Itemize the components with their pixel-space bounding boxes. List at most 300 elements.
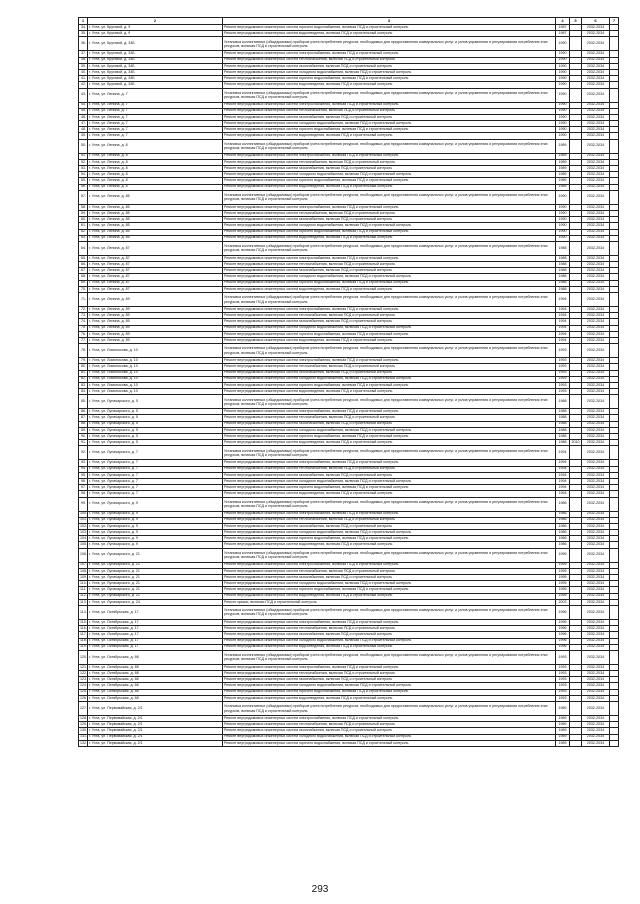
row-number-cell: 47. <box>79 121 88 127</box>
work-type-cell: Ремонт внутридомовых инженерных систем холодного водоснабжения, включая ПСД и строительный контроль <box>223 478 556 484</box>
address-cell: г. Ухта, ул. Первомайская, д. 2/1 <box>88 722 223 728</box>
address-cell: г. Ухта, ул. Ленина, д. 8 <box>88 159 223 165</box>
work-type-cell: Ремонт внутридомовых инженерных систем электроснабжения, включая ПСД и строительный контроль <box>223 255 556 261</box>
row-number-cell: 99. <box>79 497 88 511</box>
row-number-cell: 45. <box>79 108 88 114</box>
planned-period-cell: 2032-2034 <box>582 210 610 216</box>
build-year-cell: 1994 <box>556 331 570 337</box>
header-cell: 2 <box>88 18 223 25</box>
row-number-cell: 49. <box>79 133 88 139</box>
build-year-cell: 1993 <box>556 358 570 364</box>
table-row <box>79 37 619 51</box>
build-year-cell: 1994 <box>556 485 570 491</box>
planned-period-cell: 2032-2034 <box>582 626 610 632</box>
row-number-cell: 50. <box>79 139 88 153</box>
planned-period-cell: 2032-2034 <box>582 593 610 599</box>
work-type-cell: Ремонт внутридомовых инженерных систем холодного водоснабжения, включая ПСД и строительный контроль <box>223 274 556 280</box>
address-cell: г. Ухта, ул. Ленина, д. 85 <box>88 204 223 210</box>
row-number-cell: 68. <box>79 274 88 280</box>
address-cell: г. Ухта, ул. Луначарского, д. 24 <box>88 599 223 605</box>
row-number-cell: 57. <box>79 190 88 204</box>
row-number-cell: 129. <box>80 721 87 726</box>
build-year-cell: 1988 <box>556 395 570 409</box>
address-cell: г. Ухта, ул. Луначарского, д. 9 <box>88 517 223 523</box>
row-number-cell: 53. <box>79 166 88 172</box>
planned-period-cell: 2032-2034 <box>582 389 610 395</box>
build-year-cell: 1988 <box>556 274 570 280</box>
build-year-cell: 1994 <box>556 460 570 466</box>
row-number-cell: 40. <box>79 69 88 75</box>
planned-period-cell: 2032-2034 <box>582 293 610 307</box>
planned-period-cell: 2032-2034 <box>582 172 610 178</box>
row-number-cell: 87. <box>79 415 88 421</box>
address-cell: г. Ухта, ул. Октябрьская, д. 17 <box>88 644 223 650</box>
planned-period-cell: 2032-2034 <box>582 274 610 280</box>
planned-period-cell: 2032-2034 <box>582 166 610 172</box>
planned-period-cell: 2032-2034 <box>582 491 610 497</box>
row-number-cell: 55. <box>79 178 88 184</box>
address-cell: г. Ухта, ул. Октябрьская, д. 17 <box>88 626 223 632</box>
row-number-cell: 116. <box>80 625 87 630</box>
row-number-cell: 108. <box>80 568 87 573</box>
work-type-cell: Ремонт внутридомовых инженерных систем водоотведения, включая ПСД и строительный контроль <box>223 337 556 343</box>
build-year-cell: 1990 <box>556 69 570 75</box>
address-cell: г. Ухта, ул. Ленина, д. 7 <box>88 88 223 102</box>
work-type-cell: Ремонт внутридомовых инженерных систем холодного водоснабжения, включая ПСД и строительный контроль <box>223 69 556 75</box>
address-cell: г. Ухта, ул. Октябрьская, д. 68 <box>88 664 223 670</box>
build-year-cell: 1987 <box>556 31 570 37</box>
planned-period-cell: 2032-2034 <box>582 562 610 568</box>
build-year-cell: 1994 <box>556 337 570 343</box>
build-year-cell: 1994 <box>556 478 570 484</box>
note-cell <box>610 293 619 307</box>
address-cell: г. Ухта, ул. Луначарского, д. 7 <box>88 466 223 472</box>
planned-period-cell: 2032-2034 <box>582 344 610 358</box>
address-cell: г. Ухта, ул. Луначарского, д. 21 <box>88 568 223 574</box>
address-cell: г. Ухта, ул. Ломоносова, д. 10 <box>88 370 223 376</box>
planned-period-cell: 2032-2034 <box>582 683 610 689</box>
planned-period-cell: 2032-2034 <box>582 88 610 102</box>
address-cell: г. Ухта, ул. Октябрьская, д. 17 <box>88 632 223 638</box>
planned-period-cell: 2032-2034 <box>582 102 610 108</box>
row-number-cell: 98. <box>79 491 88 497</box>
address-cell: г. Ухта, ул. Ленина, д. 7 <box>88 121 223 127</box>
address-cell: г. Ухта, ул. Ленина, д. 8 <box>88 172 223 178</box>
planned-period-cell: 2032-2034 <box>582 262 610 268</box>
build-year-cell: 1990 <box>556 88 570 102</box>
row-number-cell: 66. <box>79 262 88 268</box>
note-cell <box>610 650 619 664</box>
build-year-cell: 1996 <box>556 605 570 619</box>
address-cell: г. Ухта, ул. Октябрьская, д. 68 <box>88 671 223 677</box>
planned-period-cell: 2032-2034 <box>582 478 610 484</box>
work-type-cell: Ремонт внутридомовых инженерных систем электроснабжения, включая ПСД и строительный контроль <box>223 307 556 313</box>
work-type-cell: Ремонт внутридомовых инженерных систем газоснабжения, включая ПСД и строительный контроль <box>223 63 556 69</box>
work-type-cell: Ремонт внутридомовых инженерных систем электроснабжения, включая ПСД и строительный контроль <box>223 51 556 57</box>
row-number-cell: 109. <box>80 574 87 579</box>
work-type-cell: Ремонт внутридомовых инженерных систем газоснабжения, включая ПСД и строительный контроль <box>223 370 556 376</box>
build-year-cell: 1993 <box>556 376 570 382</box>
build-year-cell: 1995 <box>556 548 570 562</box>
build-year-cell: 1990 <box>556 121 570 127</box>
address-cell: г. Ухта, ул. Ленина, д. 8 <box>88 184 223 190</box>
build-year-cell: 1988 <box>556 262 570 268</box>
work-type-cell: Ремонт внутридомовых инженерных систем холодного водоснабжения, включая ПСД и строительный контроль <box>223 530 556 536</box>
work-type-cell: Ремонт внутридомовых инженерных систем газоснабжения, включая ПСД и строительный контроль <box>223 523 556 529</box>
planned-period-cell: 2032-2034 <box>582 376 610 382</box>
note-cell <box>610 605 619 619</box>
planned-period-cell: 2032-2034 <box>582 313 610 319</box>
address-cell: г. Ухта, ул. Ломоносова, д. 10 <box>88 376 223 382</box>
address-cell: г. Ухта, ул. Ленина, д. 89 <box>88 313 223 319</box>
build-year-cell: 1988 <box>556 255 570 261</box>
work-type-cell: Ремонт внутридомовых инженерных систем электроснабжения, включая ПСД и строительный контроль <box>223 102 556 108</box>
note-cell <box>610 702 619 716</box>
build-year-cell: 1990 <box>556 108 570 114</box>
build-year-cell: 1993 <box>556 344 570 358</box>
row-number-cell: 115. <box>80 619 87 624</box>
build-year-cell: 1989 <box>556 139 570 153</box>
address-cell: г. Ухта, ул. Ломоносова, д. 10 <box>88 344 223 358</box>
build-year-cell: 1994 <box>556 446 570 460</box>
row-number-cell: 78. <box>79 344 88 358</box>
planned-period-cell: 2032-2034 <box>582 695 610 701</box>
work-type-cell: Установка коллективных (общедомовых) приборов учета потребления ресурсов, необходимых для предоставления коммунальных услуг, и узлов управления и регулирования потребления этих ресурсов, включая ПСД и строительный контроль <box>223 395 556 409</box>
planned-period-cell: 2032-2034 <box>582 108 610 114</box>
planned-period-cell: 2032-2034 <box>582 217 610 223</box>
planned-period-cell: 2032-2034 <box>582 31 610 37</box>
build-year-cell: 1988 <box>556 434 570 440</box>
planned-period-cell: 2032-2034 <box>582 364 610 370</box>
address-cell: г. Ухта, ул. Ленина, д. 87 <box>88 274 223 280</box>
work-type-cell: Ремонт внутридомовых инженерных систем электроснабжения, включая ПСД и строительный контроль <box>223 460 556 466</box>
planned-period-cell: 2032-2034 <box>582 395 610 409</box>
build-year-cell: 1995 <box>556 587 570 593</box>
work-type-cell: Установка коллективных (общедомовых) приборов учета потребления ресурсов, необходимых для предоставления коммунальных услуг, и узлов управления и регулирования потребления этих ресурсов, включая ПСД и строительный контроль <box>223 446 556 460</box>
planned-period-cell: 2032-2034 <box>582 619 610 625</box>
planned-period-cell: 2032-2034 <box>582 446 610 460</box>
row-number-cell: 91. <box>79 440 88 446</box>
address-cell: г. Ухта, ул. Ломоносова, д. 10 <box>88 364 223 370</box>
planned-period-cell: 2032-2034 <box>582 517 610 523</box>
planned-period-cell: 2032-2034 <box>582 728 610 734</box>
address-cell: г. Ухта, ул. Луначарского, д. 9 <box>88 530 223 536</box>
build-year-cell: 1989 <box>556 728 570 734</box>
address-cell: г. Ухта, ул. Круговой, д. 9 <box>88 31 223 37</box>
build-year-cell: 1990 <box>556 82 570 88</box>
build-year-cell: 1994 <box>556 307 570 313</box>
planned-period-cell: 2032-2034 <box>582 57 610 63</box>
address-cell: г. Ухта, ул. Ленина, д. 8 <box>88 139 223 153</box>
build-year-cell: 1993 <box>556 370 570 376</box>
address-cell: г. Ухта, ул. Круговой, д. 34Б <box>88 51 223 57</box>
last-repair-year-cell <box>570 702 582 716</box>
planned-period-cell: 2032-2034 <box>582 716 610 722</box>
table-row <box>79 740 619 746</box>
planned-period-cell: 2032-2034 <box>582 734 610 740</box>
address-cell: г. Ухта, ул. Луначарского, д. 5 <box>88 440 223 446</box>
build-year-cell: 1994 <box>556 472 570 478</box>
build-year-cell: 1986 <box>556 517 570 523</box>
build-year-cell: 1995 <box>556 562 570 568</box>
work-type-cell: Ремонт внутридомовых инженерных систем газоснабжения, включая ПСД и строительный контроль <box>223 728 556 734</box>
last-repair-year-cell <box>570 548 582 562</box>
row-number-cell: 74. <box>79 319 88 325</box>
row-number-cell: 81. <box>79 370 88 376</box>
work-type-cell: Ремонт внутридомовых инженерных систем водоотведения, включая ПСД и строительный контроль <box>223 82 556 88</box>
address-cell: г. Ухта, ул. Луначарского, д. 5 <box>88 409 223 415</box>
table-row <box>79 344 619 358</box>
work-type-cell: Установка коллективных (общедомовых) приборов учета потребления ресурсов, необходимых для предоставления коммунальных услуг, и узлов управления и регулирования потребления этих ресурсов, включая ПСД и строительный контроль <box>223 702 556 716</box>
work-type-cell: Ремонт внутридомовых инженерных систем газоснабжения, включая ПСД и строительный контроль <box>223 114 556 120</box>
table-header-row <box>79 18 619 25</box>
work-type-cell: Ремонт внутридомовых инженерных систем водоотведения, включая ПСД и строительный контроль <box>223 491 556 497</box>
work-type-cell: Ремонт внутридомовых инженерных систем электроснабжения, включая ПСД и строительный контроль <box>223 409 556 415</box>
work-type-cell: Установка коллективных (общедомовых) приборов учета потребления ресурсов, необходимых для предоставления коммунальных услуг, и узлов управления и регулирования потребления этих ресурсов, включая ПСД и строительный контроль <box>223 139 556 153</box>
work-type-cell: Ремонт внутридомовых инженерных систем холодного водоснабжения, включая ПСД и строительный контроль <box>223 427 556 433</box>
table-row <box>79 241 619 255</box>
row-number-cell: 132. <box>80 740 87 745</box>
row-number-cell: 114. <box>79 605 88 619</box>
planned-period-cell: 2032-2034 <box>582 434 610 440</box>
row-number-cell: 84. <box>79 389 88 395</box>
address-cell: г. Ухта, ул. Ленина, д. 87 <box>88 241 223 255</box>
build-year-cell: 1993 <box>556 677 570 683</box>
address-cell: г. Ухта, ул. Октябрьская, д. 68 <box>88 683 223 689</box>
row-number-cell: 79. <box>79 358 88 364</box>
planned-period-cell: 2032-2034 <box>582 671 610 677</box>
work-type-cell: Установка коллективных (общедомовых) приборов учета потребления ресурсов, необходимых для предоставления коммунальных услуг, и узлов управления и регулирования потребления этих ресурсов, включая ПСД и строительный контроль <box>223 497 556 511</box>
planned-period-cell: 2032-2034 <box>582 241 610 255</box>
address-cell: г. Ухта, ул. Луначарского, д. 21 <box>88 575 223 581</box>
row-number-cell: 103. <box>80 529 87 534</box>
work-type-cell: Ремонт внутридомовых инженерных систем теплоснабжения, включая ПСД и строительный контроль <box>223 159 556 165</box>
row-number-cell: 42. <box>79 82 88 88</box>
planned-period-cell: 2032-2034 <box>582 664 610 670</box>
planned-period-cell: 2032-2034 <box>582 466 610 472</box>
row-number-cell: 85. <box>79 395 88 409</box>
header-cell: 3 <box>223 18 556 25</box>
address-cell: г. Ухта, ул. Луначарского, д. 9 <box>88 511 223 517</box>
build-year-cell: 1996 <box>556 638 570 644</box>
build-year-cell: 1990 <box>556 204 570 210</box>
build-year-cell: 1990 <box>556 76 570 82</box>
address-cell: г. Ухта, ул. Ленина, д. 7 <box>88 102 223 108</box>
last-repair-year-cell <box>570 293 582 307</box>
table-body <box>79 18 619 747</box>
work-type-cell: Ремонт внутридомовых инженерных систем теплоснабжения, включая ПСД и строительный контроль <box>223 262 556 268</box>
planned-period-cell: 2032-2034 <box>582 121 610 127</box>
work-type-cell: Ремонт внутридомовых инженерных систем холодного водоснабжения, включая ПСД и строительный контроль <box>223 376 556 382</box>
build-year-cell: 1993 <box>556 650 570 664</box>
work-type-cell: Ремонт крыши, включая ПСД и строительный контроль <box>223 599 556 605</box>
address-cell: г. Ухта, ул. Круговой, д. 34Б <box>88 82 223 88</box>
work-type-cell: Ремонт внутридомовых инженерных систем газоснабжения, включая ПСД и строительный контроль <box>223 421 556 427</box>
table-row <box>79 190 619 204</box>
note-cell <box>610 548 619 562</box>
planned-period-cell: 2032-2034 <box>582 190 610 204</box>
row-number-cell: 105. <box>80 542 87 547</box>
address-cell: г. Ухта, ул. Луначарского, д. 9 <box>88 523 223 529</box>
build-year-cell: 1994 <box>556 293 570 307</box>
address-cell: г. Ухта, ул. Луначарского, д. 7 <box>88 460 223 466</box>
planned-period-cell: 2032-2034 <box>582 650 610 664</box>
work-type-cell: Ремонт внутридомовых инженерных систем водоотведения, включая ПСД и строительный контроль <box>223 184 556 190</box>
build-year-cell: 1988 <box>556 427 570 433</box>
last-repair-year-cell <box>570 605 582 619</box>
row-number-cell: 80. <box>79 364 88 370</box>
row-number-cell: 59. <box>79 210 88 216</box>
address-cell: г. Ухта, ул. Луначарского, д. 7 <box>88 491 223 497</box>
work-type-cell: Ремонт внутридомовых инженерных систем теплоснабжения, включая ПСД и строительный контроль <box>223 210 556 216</box>
address-cell: г. Ухта, ул. Первомайская, д. 2/1 <box>88 740 223 746</box>
planned-period-cell: 2032-2034 <box>582 605 610 619</box>
work-type-cell: Ремонт внутридомовых инженерных систем электроснабжения, включая ПСД и строительный контроль <box>223 664 556 670</box>
address-cell: г. Ухта, ул. Октябрьская, д. 68 <box>88 677 223 683</box>
build-year-cell: 1990 <box>556 133 570 139</box>
work-type-cell: Ремонт внутридомовых инженерных систем горячего водоснабжения, включая ПСД и строительный контроль <box>223 25 556 31</box>
row-number-cell: 131. <box>80 734 87 739</box>
row-number-cell: 54. <box>79 172 88 178</box>
planned-period-cell: 2032-2034 <box>582 460 610 466</box>
last-repair-year-cell <box>570 344 582 358</box>
work-type-cell: Ремонт внутридомовых инженерных систем холодного водоснабжения, включая ПСД и строительный контроль <box>223 683 556 689</box>
planned-period-cell: 2032-2034 <box>582 204 610 210</box>
build-year-cell: 1989 <box>556 159 570 165</box>
build-year-cell: 1993 <box>556 671 570 677</box>
work-type-cell: Ремонт внутридомовых инженерных систем газоснабжения, включая ПСД и строительный контроль <box>223 217 556 223</box>
table-row <box>79 395 619 409</box>
note-cell <box>610 37 619 51</box>
build-year-cell: 1986 <box>556 542 570 548</box>
planned-period-cell: 2032-2034 <box>582 497 610 511</box>
planned-period-cell: 2032-2034 <box>582 440 610 446</box>
build-year-cell: 1986 <box>556 530 570 536</box>
last-repair-year-cell <box>570 37 582 51</box>
row-number-cell: 46. <box>79 114 88 120</box>
address-cell: г. Ухта, ул. Ломоносова, д. 10 <box>88 382 223 388</box>
planned-period-cell: 2032-2034 <box>582 644 610 650</box>
address-cell: г. Ухта, ул. Ленина, д. 85 <box>88 210 223 216</box>
work-type-cell: Ремонт внутридомовых инженерных систем теплоснабжения, включая ПСД и строительный контроль <box>223 671 556 677</box>
build-year-cell: 1994 <box>556 466 570 472</box>
build-year-cell: 1988 <box>556 241 570 255</box>
table-row <box>79 702 619 716</box>
row-number-cell: 88. <box>79 421 88 427</box>
planned-period-cell: 2032-2034 <box>582 178 610 184</box>
address-cell: г. Ухта, ул. Ленина, д. 8 <box>88 166 223 172</box>
note-cell <box>610 88 619 102</box>
build-year-cell: 1990 <box>556 223 570 229</box>
work-type-cell: Установка коллективных (общедомовых) приборов учета потребления ресурсов, необходимых для предоставления коммунальных услуг, и узлов управления и регулирования потребления этих ресурсов, включая ПСД и строительный контроль <box>223 605 556 619</box>
work-type-cell: Ремонт внутридомовых инженерных систем водоотведения, включая ПСД и строительный контроль <box>223 133 556 139</box>
address-cell: г. Ухта, ул. Луначарского, д. 7 <box>88 472 223 478</box>
header-cell: 7 <box>610 18 619 25</box>
repair-schedule-table <box>78 17 619 747</box>
row-number-cell: 44. <box>79 102 88 108</box>
build-year-cell: 1990 <box>556 127 570 133</box>
planned-period-cell: 2032-2034 <box>582 638 610 644</box>
address-cell: г. Ухта, ул. Луначарского, д. 7 <box>88 446 223 460</box>
build-year-cell: 1994 <box>556 325 570 331</box>
planned-period-cell: 2032-2034 <box>582 740 610 746</box>
row-number-cell: 48. <box>79 127 88 133</box>
build-year-cell: 1990 <box>556 57 570 63</box>
build-year-cell: 1986 <box>556 497 570 511</box>
row-number-cell: 75. <box>79 325 88 331</box>
work-type-cell: Ремонт внутридомовых инженерных систем горячего водоснабжения, включая ПСД и строительный контроль <box>223 485 556 491</box>
row-number-cell: 92. <box>79 446 88 460</box>
row-number-cell: 121. <box>80 664 87 669</box>
last-repair-year-cell <box>570 241 582 255</box>
row-number-cell: 101. <box>80 517 87 522</box>
planned-period-cell: 2032-2034 <box>582 280 610 286</box>
row-number-cell: 77. <box>79 337 88 343</box>
planned-period-cell: 2032-2034 <box>582 632 610 638</box>
row-number-cell: 123. <box>80 677 87 682</box>
address-cell: г. Ухта, ул. Ленина, д. 85 <box>88 217 223 223</box>
address-cell: г. Ухта, ул. Первомайская, д. 2/1 <box>88 728 223 734</box>
work-type-cell: Ремонт внутридомовых инженерных систем водоотведения, включая ПСД и строительный контроль <box>223 440 556 446</box>
row-number-cell: 63. <box>79 235 88 241</box>
address-cell: г. Ухта, ул. Круговой, д. 34Б <box>88 63 223 69</box>
address-cell: г. Ухта, ул. Луначарского, д. 21 <box>88 548 223 562</box>
work-type-cell: Ремонт внутридомовых инженерных систем газоснабжения, включая ПСД и строительный контроль <box>223 677 556 683</box>
planned-period-cell: 2032-2034 <box>582 337 610 343</box>
row-number-cell: 61. <box>79 223 88 229</box>
row-number-cell: 36. <box>79 37 88 51</box>
address-cell: г. Ухта, ул. Ленина, д. 89 <box>88 307 223 313</box>
header-cell: 1 <box>79 18 88 25</box>
planned-period-cell: 2032-2034 <box>582 409 610 415</box>
address-cell: г. Ухта, ул. Луначарского, д. 7 <box>88 485 223 491</box>
build-year-cell: 1996 <box>556 632 570 638</box>
build-year-cell: 1989 <box>556 716 570 722</box>
work-type-cell: Ремонт внутридомовых инженерных систем водоотведения, включая ПСД и строительный контроль <box>223 542 556 548</box>
planned-period-cell: 2032-2034 <box>582 511 610 517</box>
row-number-cell: 124. <box>80 683 87 688</box>
build-year-cell: 1996 <box>556 619 570 625</box>
work-type-cell: Ремонт внутридомовых инженерных систем газоснабжения, включая ПСД и строительный контроль <box>223 166 556 172</box>
planned-period-cell: 2032-2034 <box>582 114 610 120</box>
build-year-cell: 1995 <box>556 581 570 587</box>
work-type-cell: Ремонт внутридомовых инженерных систем водоотведения, включая ПСД и строительный контроль <box>223 235 556 241</box>
row-number-cell: 117. <box>80 632 87 637</box>
work-type-cell: Ремонт внутридомовых инженерных систем газоснабжения, включая ПСД и строительный контроль <box>223 575 556 581</box>
build-year-cell: 1987 <box>556 25 570 31</box>
work-type-cell: Ремонт внутридомовых инженерных систем теплоснабжения, включая ПСД и строительный контроль <box>223 57 556 63</box>
address-cell: г. Ухта, ул. Ленина, д. 89 <box>88 325 223 331</box>
document-page <box>78 17 618 747</box>
last-repair-year-cell: 2010 <box>571 439 580 444</box>
build-year-cell: 1993 <box>556 695 570 701</box>
work-type-cell: Установка коллективных (общедомовых) приборов учета потребления ресурсов, необходимых для предоставления коммунальных услуг, и узлов управления и регулирования потребления этих ресурсов, включая ПСД и строительный контроль <box>223 344 556 358</box>
address-cell: г. Ухта, ул. Ленина, д. 7 <box>88 114 223 120</box>
planned-period-cell: 2032-2034 <box>582 523 610 529</box>
last-repair-year-cell <box>570 88 582 102</box>
address-cell: г. Ухта, ул. Ленина, д. 87 <box>88 268 223 274</box>
build-year-cell: 1995 <box>556 575 570 581</box>
planned-period-cell: 2032-2034 <box>582 286 610 292</box>
work-type-cell: Установка коллективных (общедомовых) приборов учета потребления ресурсов, необходимых для предоставления коммунальных услуг, и узлов управления и регулирования потребления этих ресурсов, включая ПСД и строительный контроль <box>223 548 556 562</box>
address-cell: г. Ухта, ул. Первомайская, д. 2/1 <box>88 734 223 740</box>
work-type-cell: Ремонт внутридомовых инженерных систем холодного водоснабжения, включая ПСД и строительный контроль <box>223 325 556 331</box>
last-repair-year-cell <box>570 190 582 204</box>
header-cell: 4 <box>556 18 570 25</box>
address-cell: г. Ухта, ул. Ленина, д. 89 <box>88 337 223 343</box>
address-cell: г. Ухта, ул. Октябрьская, д. 68 <box>88 650 223 664</box>
planned-period-cell: 2032-2034 <box>582 255 610 261</box>
